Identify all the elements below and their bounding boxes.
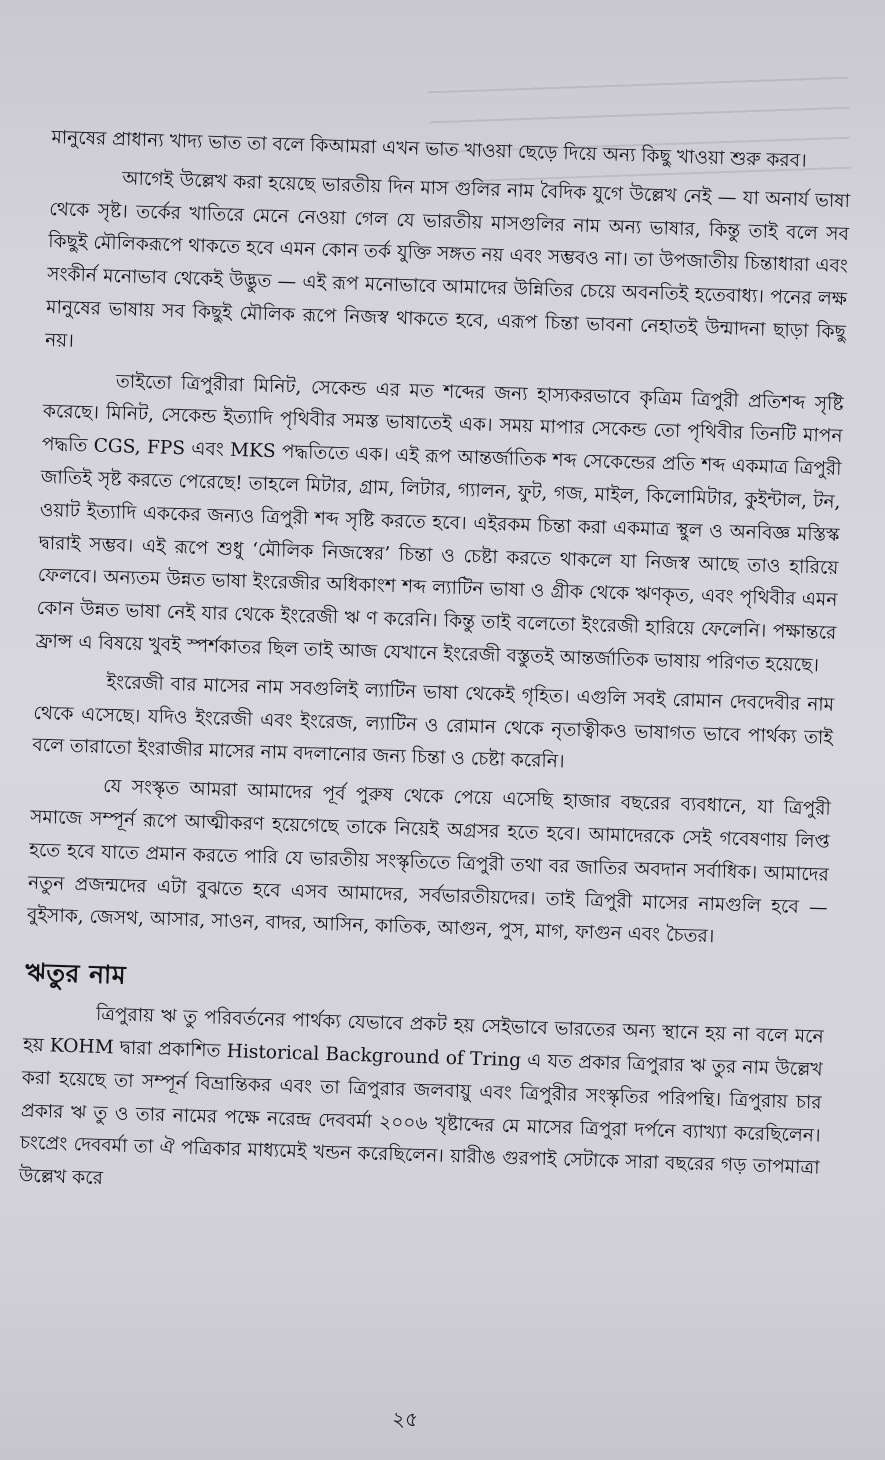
section-heading: ঋতুর নাম — [24, 957, 127, 990]
page-number: ২৫ — [391, 1406, 419, 1432]
paragraph-seasons: ত্রিপুরায় ঋ তু পরিবর্তনের পার্থক্য যেভাবে প্রকট হয় সেইভাবে ভারতের অন্য স্থানে হয় না বলে মনে হয় KOHM দ্বারা প্রকাশিত Historical Background of Tring এ যত প্রকার ত্রিপুরার ঋ তুর নাম উল্লেখ করা হয়েছে তা সম্পূর্ন বিভ্রান্তিকর এবং তা ত্রিপুরার জলবায়ু এবং ত্রিপুরীর সংস্কৃতির পরিপন্থি। ত্রিপুরায় চার প্রকার ঋ তু ও তার নামের পক্ষে নরেন্দ্র দেববর্মা ২০০৬ খৃষ্টাব্দের মে মাসের ত্রিপুরা দর্পনে ব্যাখ্যা করেছিলেন। চংপ্রেং দেববর্মা তা ঐ পত্রিকার মাধ্যমেই খন্ডন করেছিলেন। য়ারীঙ গুরপাই সেটাকে সারা বছরের গড় তাপমাত্রা উল্লেখ করে — [18, 1003, 824, 1190]
paragraph-sanskrit: যে সংস্কৃত আমরা আমাদের পূর্ব পুরুষ থেকে পেয়ে এসেছি হাজার বছরের ব্যবধানে, যা ত্রিপুরী সমাজে সম্পূর্ন রূপে আত্মীকরণ হয়েগেছে তাকে নিয়েই অগ্রসর হতে হবে। আমাদেরকে সেই গবেষণায় লিপ্ত হতে হবে যাতে প্রমান করতে পারি যে ভারতীয় সংস্কৃতিতে ত্রিপুরী তথা বর জাতির অবদান সর্বাধিক। আমাদের নতুন প্রজন্মদের এটা বুঝতে হবে এসব আমাদের, সর্বভারতীয়দের। তাই ত্রিপুরী মাসের নামগুলি হবে — বুইসাক, জেসথ, আসার, সাওন, বাদর, আসিন, কাতিক, আগুন, পুস, মাগ, ফাগুন এবং চৈতর। — [26, 776, 832, 948]
paragraph-units: তাইতো ত্রিপুরীরা মিনিট, সেকেন্ড এর মত শব্দের জন্য হাস্যকরভাবে কৃত্রিম ত্রিপুরী প্রতিশব্দ সৃষ্টি করেছে। মিনিট, সেকেন্ড ইত্যাদি পৃথিবীর সমস্ত ভাষাতেই এক। সময় মাপার সেকেন্ড তো পৃথিবীর তিনটি মাপন পদ্ধতি CGS, FPS এবং MKS পদ্ধতিতে এক। এই রূপ আন্তর্জাতিক শব্দ সেকেন্ডের প্রতি শব্দ একমাত্র ত্রিপুরী জাতিই সৃষ্ট করতে পেরেছে! তাহলে মিটার, গ্রাম, লিটার, গ্যালন, ফুট, গজ, মাইল, কিলোমিটার, কুইন্টাল, টন, ওয়াট ইত্যাদি এককের জন্যও ত্রিপুরী শব্দ সৃষ্টি করতে হবে। এইরকম চিন্তা করা একমাত্র স্থুল ও অনবিজ্ঞ মস্তিস্ক দ্বারাই সম্ভব। এই রূপে শুধু ‘মৌলিক নিজস্বের’ চিন্তা ও চেষ্টা করতে থাকলে যা নিজস্ব আছে তাও হারিয়ে ফেলবে। অন্যতম উন্নত ভাষা ইংরেজীর অধিকাংশ শব্দ ল্যাটিন ভাষা ও গ্রীক থেকে ঋণকৃত, এবং পৃথিবীর এমন কোন উন্নত ভাষা নেই যার থেকে ইংরেজী ঋ ণ করেনি। কিন্তু তাই বলেতো ইংরেজী হারিয়ে ফেলেনি। পক্ষান্তরে ফ্রান্স এ বিষয়ে খুবই স্পর্শকাতর ছিল তাই আজ যেখানে ইংরেজী বস্তুতই আন্তর্জাতিক ভাষায় পরিণত হয়েছে। — [35, 370, 844, 677]
page-body — [18, 122, 851, 1225]
paragraph-english-months: ইংরেজী বার মাসের নাম সবগুলিই ল্যাটিন ভাষা থেকেই গৃহিত। এগুলি সবই রোমান দেবদেবীর নাম থেকে এসেছে। যদিও ইংরেজী এবং ইংরেজ, ল্যাটিন ও রোমান থেকে নৃতাত্বীকও ভাষাগত ভাবে পার্থক্য তাই বলে তারাতো ইংরাজীর মাসের নাম বদলানোর জন্য চিন্তা ও চেষ্টা করেনি। — [32, 671, 835, 773]
paragraph-month-origin: আগেই উল্লেখ করা হয়েছে ভারতীয় দিন মাস গুলির নাম বৈদিক যুগে উল্লেখ নেই — যা অনার্য ভাষা থেকে সৃষ্ট। তর্কের খাতিরে মেনে নেওয়া গেল যে ভারতীয় মাসগুলির নাম অন্য ভাষার, কিন্তু তাই বলে সব কিছুই মৌলিকরূপে থাকতে হবে এমন কোন তর্ক যুক্তি সঙ্গত নয় এবং সম্ভবও না। তা উপজাতীয় চিন্তাধারা এবং সংকীর্ন মনোভাব থেকেই উদ্ভুত — এই রূপ মনোভাবে আমাদের উন্নিতির চেয়ে অবনতিই হতেবাধ্য। পনের লক্ষ মানুষের ভাষায় সব কিছুই মৌলিক রূপে নিজস্ব থাকতে হবে, এরূপ চিন্তা ভাবনা নেহাতই উন্মাদনা ছাড়া কিছু নয়। — [44, 168, 851, 352]
paragraph-food: মানুষের প্রাধান্য খাদ্য ভাত তা বলে কিআমরা এখন ভাত খাওয়া ছেড়ে দিয়ে অন্য কিছু খাওয়া শুরু করব। — [51, 126, 808, 172]
